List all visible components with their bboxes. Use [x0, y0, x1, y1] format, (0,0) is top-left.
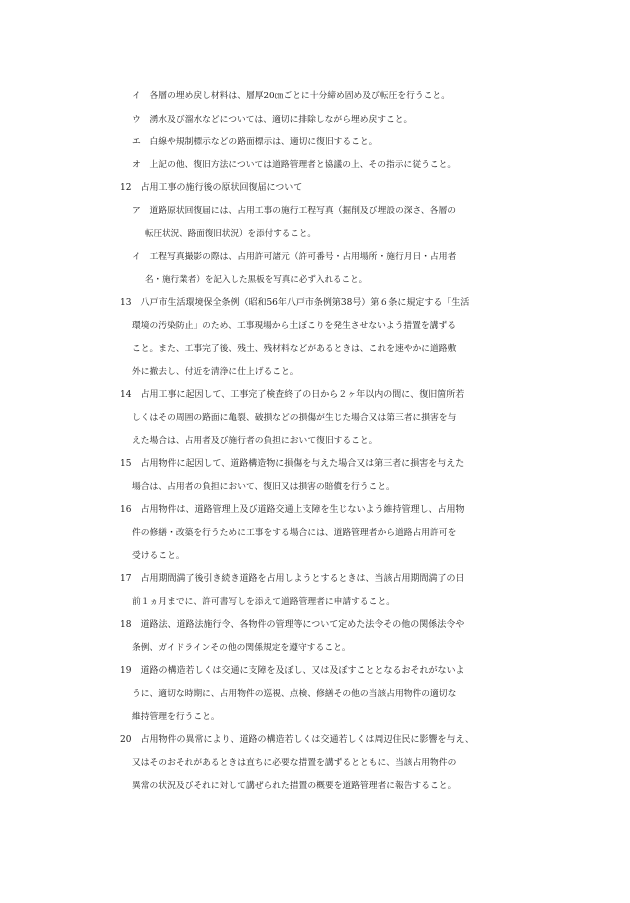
- item-u-spring-water: ウ 湧水及び溜水などについては、適切に排除しながら埋め戻すこと。: [132, 115, 413, 125]
- item-i-photo-board-cont: 名・施行業者）を記入した黒板を写真に必ず入れること。: [145, 275, 368, 285]
- section-18-text: 18 道路法、道路法施行令、各物件の管理等について定めた法令その他の関係法令や: [120, 620, 465, 630]
- section-14-text-cont-2: えた場合は、占用者及び施行者の負担において復旧すること。: [132, 436, 378, 446]
- section-12-heading: 12 占用工事の施行後の原状回復届について: [120, 183, 303, 193]
- section-13-text-cont-2: こと。また、工事完了後、残土、残材料などがあるときは、これを速やかに道路敷: [132, 344, 457, 354]
- section-19-text-cont-1: うに、適切な時期に、占用物件の巡視、点検、修繕その他の当該占用物件の適切な: [132, 689, 457, 699]
- section-13-text-cont-3: 外に撤去し、付近を清浄に仕上げること。: [132, 367, 299, 377]
- section-20-text-cont-1: 又はそのおそれがあるときは直ちに必要な措置を講ずるとともに、当該占用物件の: [132, 758, 457, 768]
- section-18-text-cont-1: 条例、ガイドラインその他の関係規定を遵守すること。: [132, 643, 351, 653]
- item-a-restoration-report: ア 道路原状回復届には、占用工事の施行工程写真（掘削及び埋設の深さ、各層の: [132, 206, 456, 216]
- section-15-text-cont-1: 場合は、占用者の負担において、復旧又は損害の賠償を行うこと。: [132, 482, 395, 492]
- section-13-text: 13 八戸市生活環境保全条例（昭和56年八戸市条例第38号）第６条に規定する「生活: [120, 298, 470, 308]
- section-16-text: 16 占用物件は、道路管理上及び道路交通上支障を生じないよう維持管理し、占用物: [120, 505, 465, 515]
- section-20-text: 20 占用物件の異常により、道路の構造若しくは交通若しくは周辺住民に影響を与え、: [120, 735, 474, 745]
- section-20-text-cont-2: 異常の状況及びそれに対して講ぜられた措置の概要を道路管理者に報告すること。: [132, 781, 457, 791]
- section-17-text: 17 占用期間満了後引き続き道路を占用しようとするときは、当該占用期間満了の日: [120, 574, 465, 584]
- section-15-text: 15 占用物件に起因して、道路構造物に損傷を与えた場合又は第三者に損害を与えた: [120, 459, 465, 469]
- item-e-road-markings: エ 白線や規制標示などの路面標示は、適切に復旧すること。: [132, 137, 378, 147]
- item-i-backfill-compaction: イ 各層の埋め戻し材料は、層厚20㎝ごとに十分締め固め及び転圧を行うこと。: [132, 91, 450, 101]
- section-17-text-cont-1: 前１ヵ月までに、許可書写しを添えて道路管理者に申請すること。: [132, 597, 395, 607]
- item-a-restoration-report-cont: 転圧状況、路面復旧状況）を添付すること。: [145, 229, 316, 239]
- section-19-text: 19 道路の構造若しくは交通に支障を及ぼし、又は及ぼすこととなるおそれがないよ: [120, 666, 465, 676]
- section-16-text-cont-2: 受けること。: [132, 551, 185, 561]
- item-i-photo-board: イ 工程写真撮影の際は、占用許可諸元（許可番号・占用場所・施行月日・占用者: [132, 252, 457, 262]
- item-o-restoration-method: オ 上記の他、復旧方法については道路管理者と協議の上、その指示に従うこと。: [132, 160, 457, 170]
- section-19-text-cont-2: 維持管理を行うこと。: [132, 712, 220, 722]
- section-16-text-cont-1: 件の修繕・改築を行うために工事をする場合には、道路管理者から道路占用許可を: [132, 528, 457, 538]
- section-13-text-cont-1: 環境の汚染防止」のため、工事現場から土ぼこりを発生させないよう措置を講ずる: [132, 321, 456, 331]
- section-14-text-cont-1: しくはその周囲の路面に亀裂、破損などの損傷が生じた場合又は第三者に損害を与: [132, 413, 457, 423]
- section-14-text: 14 占用工事に起因して、工事完了検査終了の日から２ヶ年以内の間に、復旧箇所若: [120, 390, 465, 400]
